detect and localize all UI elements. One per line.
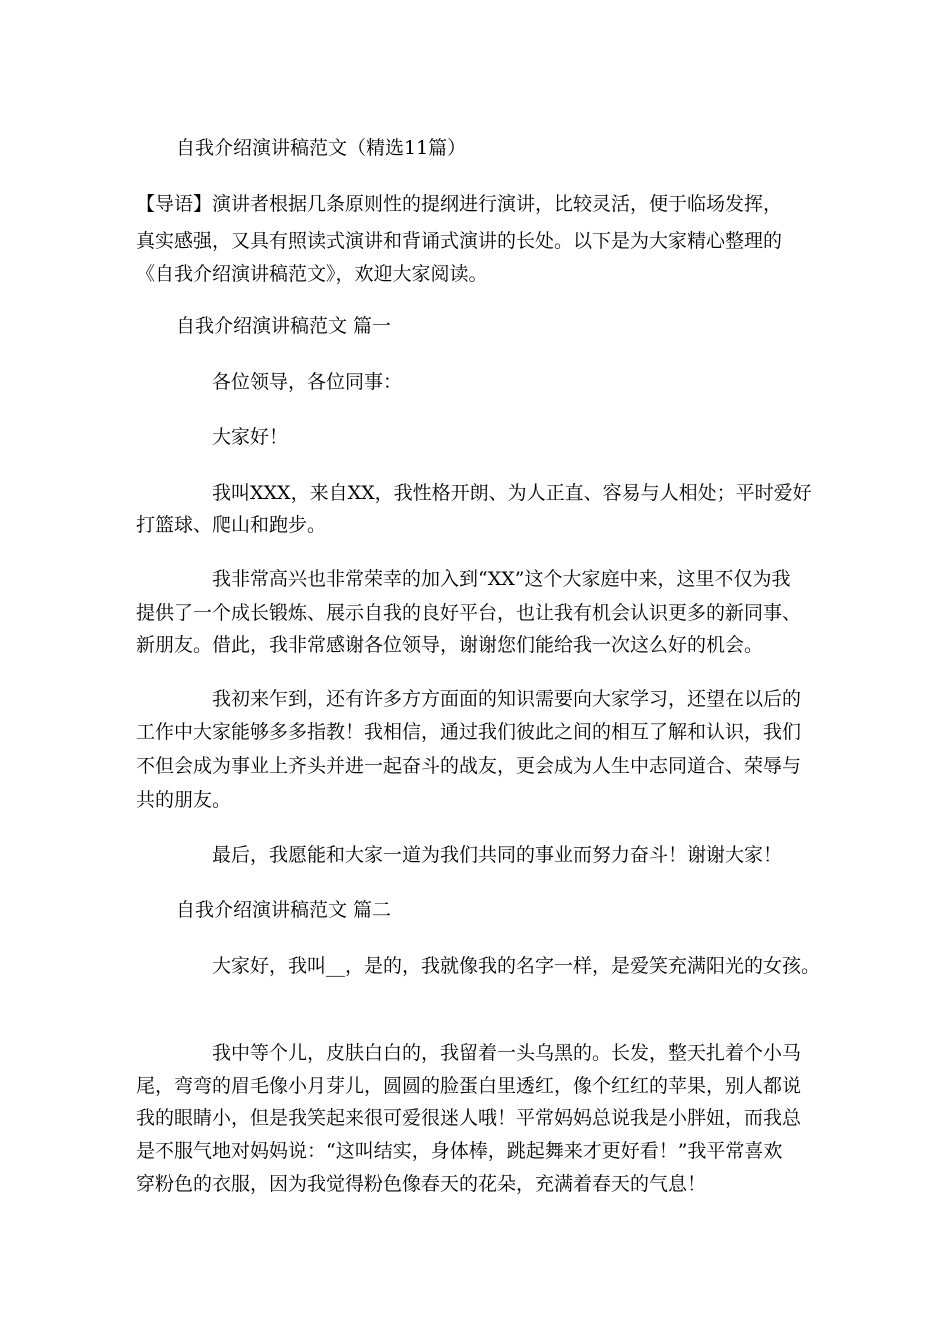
paragraph-line: 我中等个儿，皮肤白白的，我留着一头乌黑的。长发，整天扎着个小马 <box>212 1042 802 1064</box>
document-title: 自我介绍演讲稿范文（精选11篇） <box>176 137 467 159</box>
paragraph-line: 提供了一个成长锻炼、展示自我的良好平台，也让我有机会认识更多的新同事、 <box>136 602 802 624</box>
paragraph-line: 尾，弯弯的眉毛像小月芽儿，圆圆的脸蛋白里透红，像个红红的苹果，别人都说 <box>136 1075 802 1097</box>
paragraph-line: 我的眼睛小，但是我笑起来很可爱很迷人哦！平常妈妈总说我是小胖妞，而我总 <box>136 1107 802 1129</box>
closing-line: 最后，我愿能和大家一道为我们共同的事业而努力奋斗！谢谢大家！ <box>212 844 783 866</box>
section-heading-1: 自我介绍演讲稿范文 篇一 <box>176 315 392 337</box>
paragraph-line: 我非常高兴也非常荣幸的加入到“XX”这个大家庭中来，这里不仅为我 <box>212 568 791 590</box>
paragraph-line: 我初来乍到，还有许多方方面面的知识需要向大家学习，还望在以后的 <box>212 688 802 710</box>
paragraph-line: 打篮球、爬山和跑步。 <box>136 514 327 536</box>
intro-line-2: 真实感强，又具有照读式演讲和背诵式演讲的长处。以下是为大家精心整理的 <box>136 230 783 252</box>
paragraph-line: 我叫XXX，来自XX，我性格开朗、为人正直、容易与人相处；平时爱好 <box>212 482 812 504</box>
paragraph-line: 工作中大家能够多多指教！我相信，通过我们彼此之间的相互了解和认识，我们 <box>136 721 802 743</box>
greeting: 大家好！ <box>212 426 289 448</box>
paragraph-line: 新朋友。借此，我非常感谢各位领导，谢谢您们能给我一次这么好的机会。 <box>136 634 764 656</box>
salutation: 各位领导，各位同事： <box>212 371 403 393</box>
intro-line-3: 《自我介绍演讲稿范文》，欢迎大家阅读。 <box>136 263 488 285</box>
paragraph-line: 是不服气地对妈妈说：“这叫结实，身体棒，跳起舞来才更好看！”我平常喜欢 <box>136 1140 783 1162</box>
paragraph-line: 穿粉色的衣服，因为我觉得粉色像春天的花朵，充满着春天的气息！ <box>136 1173 707 1195</box>
section-heading-2: 自我介绍演讲稿范文 篇二 <box>176 899 392 921</box>
paragraph-line: 共的朋友。 <box>136 789 232 811</box>
intro-line-1: 【导语】演讲者根据几条原则性的提纲进行演讲，比较灵活，便于临场发挥， <box>136 193 783 215</box>
paragraph-line: 大家好，我叫__，是的，我就像我的名字一样，是爱笑充满阳光的女孩。 <box>212 955 821 977</box>
paragraph-line: 不但会成为事业上齐头并进一起奋斗的战友，更会成为人生中志同道合、荣辱与 <box>136 755 802 777</box>
